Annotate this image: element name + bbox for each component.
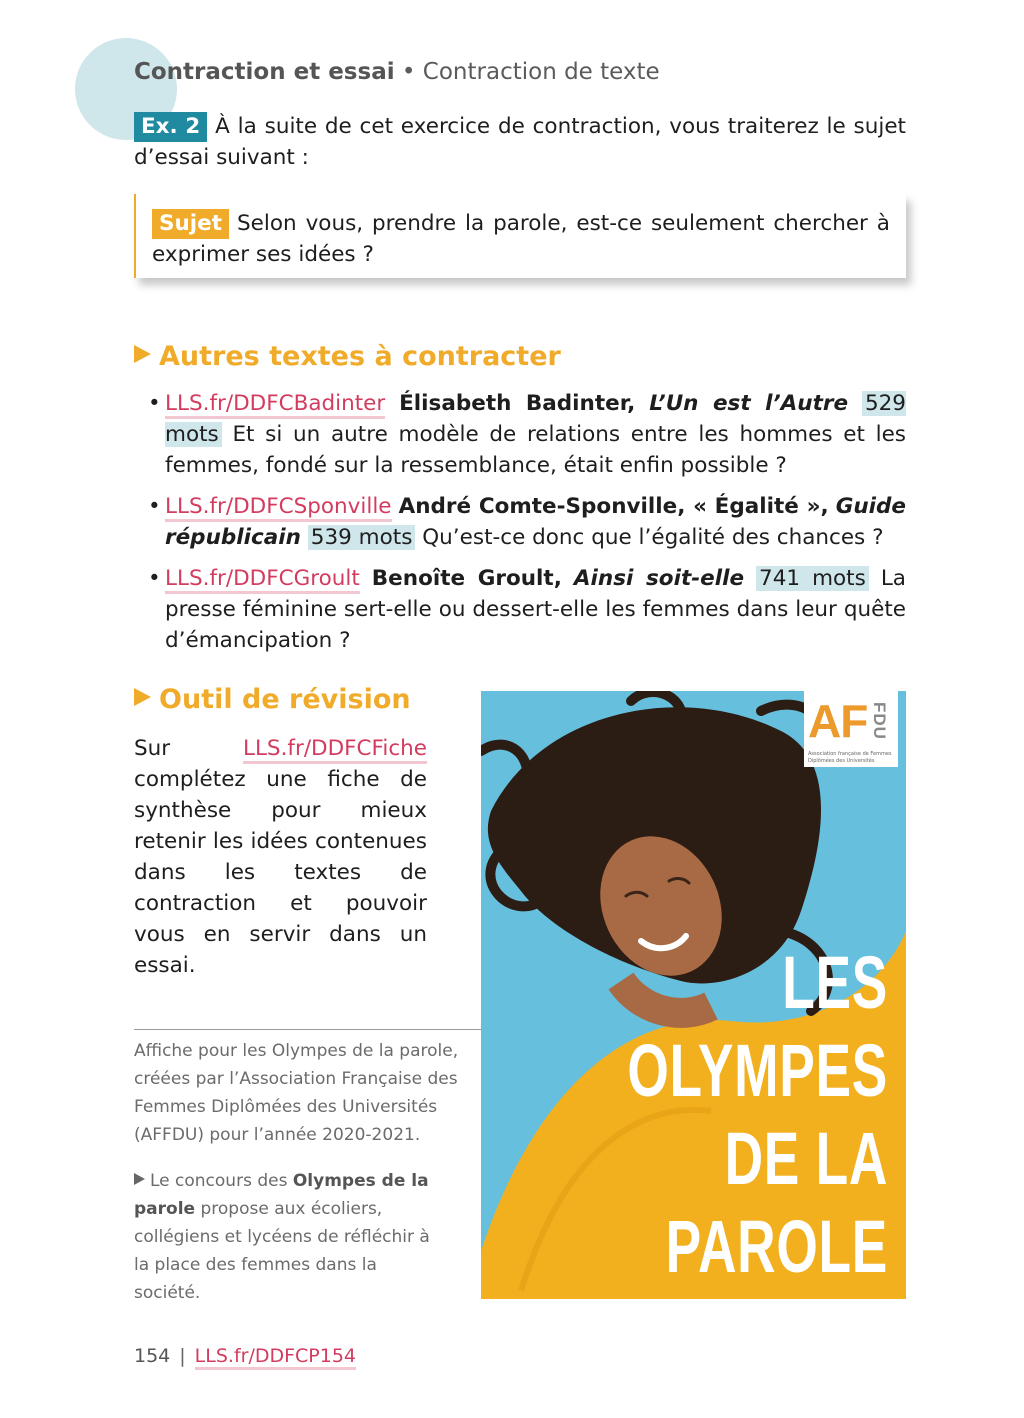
link-groult[interactable]: LLS.fr/DDFCGroult (165, 566, 360, 594)
footer-separator: | (179, 1345, 186, 1367)
link-sponville[interactable]: LLS.fr/DDFCSponville (165, 494, 392, 522)
triangle-arrow-icon (134, 688, 151, 706)
bullet-icon: • (148, 391, 161, 416)
poster-image (481, 691, 906, 1299)
text-list (148, 388, 906, 666)
question: Qu’est-ce donc que l’égalité des chances ? (422, 525, 884, 550)
link-fiche[interactable]: LLS.fr/DDFCFiche (243, 736, 427, 764)
list-item (148, 388, 906, 481)
author: Benoîte Groult, (371, 566, 562, 591)
link-badinter[interactable]: LLS.fr/DDFCBadinter (165, 391, 385, 419)
page-header (134, 56, 660, 88)
caption-divider (134, 1029, 482, 1030)
sujet-box (134, 194, 906, 278)
word-count: 529 mots (165, 391, 906, 447)
exercise-text: À la suite de cet exercice de contraction, vous traiterez le sujet d’essai suivant : (134, 114, 906, 170)
sujet-badge: Sujet (152, 209, 229, 239)
header-separator: • (394, 59, 423, 85)
word-count: 741 mots (756, 566, 869, 591)
page-footer (134, 1342, 356, 1370)
page-number: 154 (134, 1345, 171, 1367)
word-count: 539 mots (308, 525, 416, 550)
poster-caption: Affiche pour les Olympes de la parole, créées par l’Association Française des Femmes Diplômées des Universités (AFFDU) pour l’année 2020-2021. (134, 1041, 459, 1145)
autres-textes-title: Autres textes à contracter (134, 340, 561, 374)
footer-link[interactable]: LLS.fr/DDFCP154 (195, 1345, 356, 1370)
list-item (148, 491, 906, 553)
header-subsection: Contraction de texte (422, 59, 660, 85)
sujet-text: Selon vous, prendre la parole, est-ce seulement chercher à exprimer ses idées ? (152, 211, 890, 267)
work-title: Ainsi soit-elle (573, 566, 745, 591)
triangle-arrow-icon (134, 345, 151, 363)
poster-title: LES OLYMPES DE LA PAROLE (627, 941, 888, 1288)
outil-text: Sur LLS.fr/DDFCFiche complétez une fiche de synthèse pour mieux retenir les idées contenues dans les textes de contraction et pouvoir vous en servir dans un essai. (134, 736, 427, 978)
logo-af-text: AF (808, 695, 868, 747)
question: La presse féminine sert-elle ou dessert-elle les femmes dans leur quête d’émancipation ? (165, 566, 906, 653)
list-item (148, 563, 906, 656)
author: Élisabeth Badinter, (399, 391, 636, 416)
header-section: Contraction et essai (134, 59, 395, 85)
bullet-icon: • (148, 566, 161, 591)
logo-subtitle: Association française de Femmes Diplômées des Universités (808, 751, 892, 764)
exercise-instruction (134, 111, 906, 173)
logo-fdu-text: FDU (869, 702, 889, 740)
author: André Comte-Sponville, « Égalité », (398, 494, 829, 519)
small-triangle-icon (134, 1173, 145, 1185)
work-title: Guide républicain (165, 494, 906, 550)
outil-title: Outil de révision (134, 683, 411, 717)
work-title: L’Un est l’Autre (649, 391, 849, 416)
poster-note: Le concours des Olympes de la parole propose aux écoliers, collégiens et lycéens de réfléchir à la place des femmes dans la société. (134, 1171, 430, 1303)
afdu-logo (804, 691, 898, 767)
question: Et si un autre modèle de relations entre les hommes et les femmes, fondé sur la ressemblance, était enfin possible ? (165, 422, 906, 478)
exercise-badge: Ex. 2 (134, 112, 207, 142)
bullet-icon: • (148, 494, 161, 519)
